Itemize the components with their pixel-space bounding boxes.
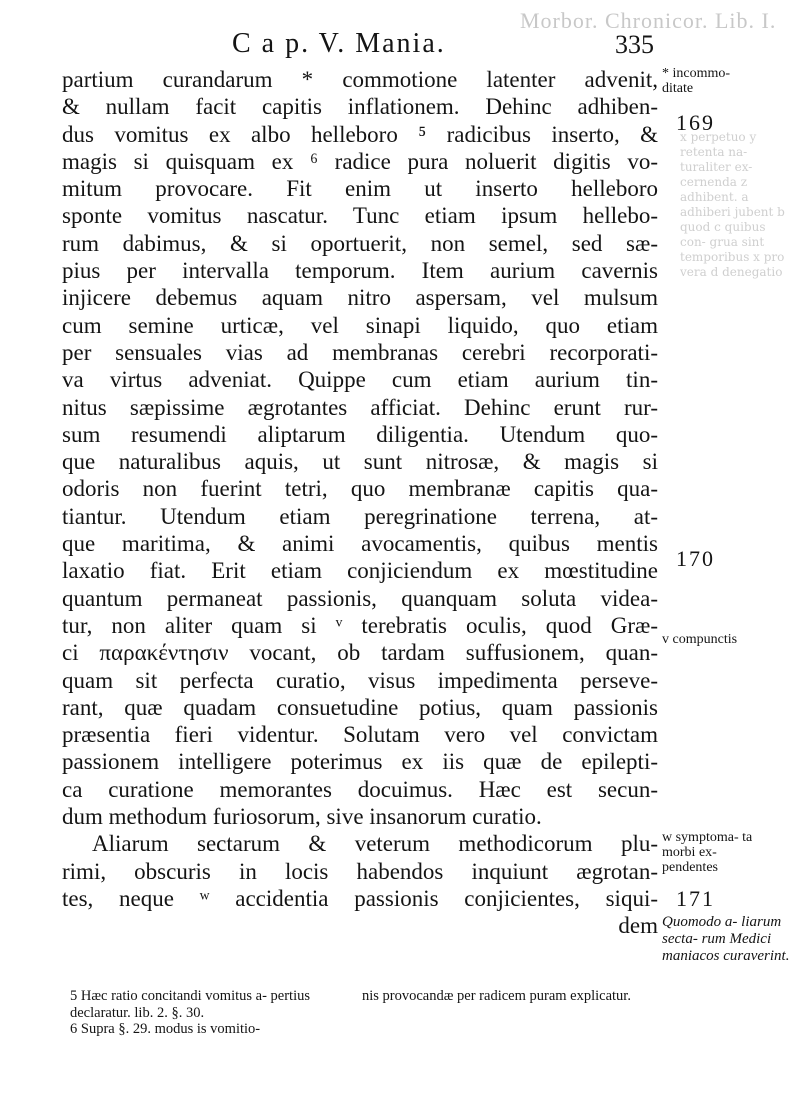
text-line: rimi, obscuris in locis habendos inquiunt ægrotan- (62, 858, 658, 884)
text-line: dum methodum furiosorum, sive insanorum curatio. (62, 804, 542, 830)
text-line: va virtus adveniat. Quippe cum etiam aurium tin- (62, 367, 658, 393)
text-line: & nullam facit capitis inflationem. Dehinc adhiben- (62, 94, 658, 120)
footnote-6: 6 Supra §. 29. modus is vomitio- (70, 1021, 261, 1037)
text-line: quam sit perfecta curatio, visus impedimenta perseve- (62, 667, 658, 693)
footnotes-left-column (70, 988, 350, 1038)
text-line: Aliarum sectarum & veterum methodicorum plu- (92, 831, 658, 857)
margin-number-171: 171 (676, 886, 715, 911)
margin-note-incommoditate: * incommo- ditate (662, 66, 731, 96)
main-text (62, 66, 658, 940)
chapter-title: C a p. V. Mania. (232, 28, 446, 59)
running-header (232, 28, 662, 68)
footnote-continuation: nis provocandæ per radicem puram explicatur. (362, 988, 631, 1004)
text-line: quantum permaneat passionis, quanquam soluta videa- (62, 585, 658, 611)
text-line: injicere debemus aquam nitro aspersam, vel mulsum (62, 285, 658, 311)
margin-number-170: 170 (676, 546, 715, 571)
text-line: sum resumendi aliptarum diligentia. Utendum quo- (62, 421, 658, 447)
footnote-5: 5 Hæc ratio concitandi vomitus a- pertius declaratur. lib. 2. §. 30. (70, 988, 311, 1021)
text-line: tur, non aliter quam si ᵛ terebratis oculis, quod Græ- (62, 612, 658, 638)
text-line: rum dabimus, & si oportuerit, non semel, sed sæ- (62, 230, 658, 256)
text-line: per sensuales vias ad membranas cerebri recorporati- (62, 339, 658, 365)
text-line: odoris non fuerint tetri, quo membranæ capitis qua- (62, 476, 658, 502)
bleed-through-margin: x perpetuo y retenta na- turaliter ex- cernenda z adhibent. a adhiberi jubent b quod c quibus con- grua sint temporibus x pro vera d denegatio (680, 130, 785, 279)
margin-note-quomodo: Quomodo a- liarum secta- rum Medici maniacos curaverint. (662, 914, 790, 964)
text-line: cum semine urticæ, vel sinapi liquido, quo etiam (62, 312, 658, 338)
text-line: que naturalibus aquis, ut sunt nitrosæ, & magis si (62, 449, 658, 475)
text-line: magis si quisquam ex ⁶ radice pura noluerit digitis vo- (62, 148, 658, 174)
text-line: passionem intelligere poterimus ex iis quæ de epilepti- (62, 749, 658, 775)
text-line: dus vomitus ex albo helleboro ⁵ radicibus inserto, & (62, 121, 658, 147)
text-line: ci παρακέντησιν vocant, ob tardam suffusionem, quan- (62, 640, 658, 666)
text-line: mitum provocare. Fit enim ut inserto helleboro (62, 176, 658, 202)
text-line: tiantur. Utendum etiam peregrinatione terrena, at- (62, 503, 658, 529)
text-line: tes, neque ʷ accidentia passionis conjicientes, siqui- (62, 885, 658, 911)
text-line: pius per intervalla temporum. Item aurium cavernis (62, 258, 658, 284)
text-line: ca curatione memorantes docuimus. Hæc est secun- (62, 776, 658, 802)
text-line: nitus sæpissime ægrotantes afficiat. Dehinc erunt rur- (62, 394, 658, 420)
margin-note-symptomata: w symptoma- ta morbi ex- pendentes (662, 830, 753, 875)
margin-number-169: 169 (676, 110, 715, 135)
margin-note-compunctis: v compunctis (662, 632, 738, 647)
page-number: 335 (615, 30, 654, 59)
text-line: que maritima, & animi avocamentis, quibus mentis (62, 531, 658, 557)
text-line: dem (618, 913, 658, 939)
text-line: rant, quæ quadam consuetudine potius, quam passionis (62, 694, 658, 720)
text-line: præsentia fieri videntur. Solutam vero vel convictam (62, 722, 658, 748)
text-line: sponte vomitus nascatur. Tunc etiam ipsum hellebo- (62, 203, 658, 229)
footnotes-right-column (362, 988, 662, 1005)
text-line: partium curandarum * commotione latenter advenit, (62, 67, 658, 92)
text-line: laxatio fiat. Erit etiam conjiciendum ex mœstitudine (62, 558, 658, 584)
bleed-through-header: Morbor. Chronicor. Lib. I. (520, 8, 777, 33)
